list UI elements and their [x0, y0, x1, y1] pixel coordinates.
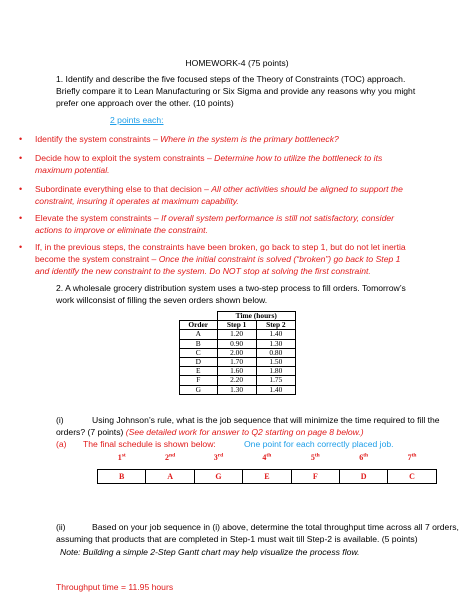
part-i-label: (i) — [56, 415, 64, 425]
order-cell: F — [180, 376, 218, 385]
final-schedule-text: The final schedule is shown below: — [83, 439, 216, 449]
job-cell: B — [98, 470, 146, 484]
bullet-detail: constraint, insuring it operates at maximum capability. — [35, 196, 239, 207]
bullet-item — [19, 183, 465, 207]
job-cell: E — [243, 470, 291, 484]
order-cell: D — [180, 357, 218, 366]
sequence-table — [97, 451, 437, 484]
bullet-text: Elevate the system constraints – — [35, 213, 162, 223]
q2-line: work willconsist of filling the seven orders shown below. — [56, 295, 268, 306]
order-cell: G — [180, 385, 218, 394]
table-row — [180, 385, 296, 394]
part-a-label: (a) — [56, 439, 67, 449]
gantt-note: Note: Building a simple 2-Step Gantt chart may help visualize the process flow. — [60, 547, 360, 557]
bullet-item — [19, 133, 465, 145]
job-cell: D — [339, 470, 387, 484]
bullet-item — [19, 152, 465, 176]
points-each-note: 2 points each: — [110, 115, 164, 125]
step2-cell: 1.75 — [256, 376, 295, 385]
job-cell: A — [146, 470, 194, 484]
ordinal-cell: 1st — [117, 452, 126, 462]
ordinal-cell: 6th — [359, 452, 369, 462]
part-i-answer-ref: (See detailed work for answer to Q2 starting on page 8 below.) — [125, 427, 364, 437]
order-cell: E — [180, 367, 218, 376]
q1-line: Briefly compare it to Lean Manufacturing or Six Sigma and provide any reasons why you might — [56, 86, 416, 97]
bullet-text: become the system constraint – — [35, 254, 159, 265]
table-row — [180, 339, 296, 348]
q1-line: prefer one approach over the other. (10 points) — [56, 98, 234, 109]
job-sequence-row — [98, 470, 437, 484]
step1-cell: 1.30 — [217, 385, 256, 394]
part-i-line — [56, 426, 364, 438]
part-ii-line: assuming that products that are completed in Step-1 must wait till Step-2 is available. (5 points) — [56, 534, 418, 544]
step2-cell: 1.50 — [256, 357, 295, 366]
bullet-item — [19, 241, 471, 278]
bullet-detail: and identify the new constraint to the system. Do NOT stop at solving the first constraint. — [35, 266, 371, 277]
ordinal-cell: 4th — [262, 452, 272, 462]
part-i-line: Using Johnson’s rule, what is the job sequence that will minimize the time required to fill the — [92, 415, 440, 425]
bullet-dot: • — [19, 184, 23, 194]
bullet-text: If, in the previous steps, the constraints have been broken, go back to step 1, but do not let inertia — [35, 242, 406, 252]
ordinal-cell: 7th — [407, 452, 417, 462]
job-cell: F — [291, 470, 339, 484]
table-group-header: Time (hours) — [217, 312, 296, 321]
point-note: One point for each correctly placed job. — [244, 439, 394, 449]
job-cell: G — [194, 470, 242, 484]
order-cell: A — [180, 330, 218, 339]
page-title: HOMEWORK-4 (75 points) — [185, 58, 289, 68]
question-1 — [56, 73, 415, 110]
bullet-detail: actions to improve or eliminate the constraint. — [35, 225, 208, 236]
step1-cell: 1.70 — [217, 357, 256, 366]
part-ii-line: Based on your job sequence in (i) above, determine the total throughput time across all 7 orders, — [92, 522, 459, 532]
bullet-detail: Where in the system is the primary bottleneck? — [160, 134, 339, 144]
ordinal-cell: 2nd — [165, 452, 176, 462]
part-ii-label: (ii) — [56, 522, 66, 532]
step2-cell: 1.80 — [256, 367, 295, 376]
bullet-detail: If overall system performance is still not satisfactory, consider — [161, 213, 395, 223]
step2-cell: 1.40 — [256, 385, 295, 394]
step1-cell: 1.60 — [217, 367, 256, 376]
job-cell: C — [388, 470, 436, 484]
question-2 — [56, 282, 406, 306]
order-cell: C — [180, 348, 218, 357]
table-header: Step 2 — [256, 321, 295, 330]
order-cell: B — [180, 339, 218, 348]
step2-cell: 0.80 — [256, 348, 295, 357]
bullet-detail: Once the initial constraint is solved (“broken”) go back to Step 1 — [158, 254, 401, 265]
bullet-dot: • — [19, 242, 23, 252]
step1-cell: 1.20 — [217, 330, 256, 339]
q1-line: 1. Identify and describe the five focused steps of the Theory of Constraints (TOC) approach. — [56, 74, 406, 84]
step1-cell: 2.00 — [217, 348, 256, 357]
ordinal-row — [98, 451, 437, 464]
ordinal-cell: 3rd — [213, 452, 224, 462]
step1-cell: 0.90 — [217, 339, 256, 348]
bullet-text: Subordinate everything else to that decision – — [35, 184, 212, 194]
order-times-table — [179, 311, 296, 395]
ordinal-cell: 5th — [310, 452, 320, 462]
bullet-dot: • — [19, 134, 23, 144]
bullet-detail: Determine how to utilize the bottleneck to its — [214, 153, 383, 163]
q2-line: 2. A wholesale grocery distribution system uses a two-step process to fill orders. Tomorrow’s — [56, 283, 406, 293]
step2-cell: 1.40 — [256, 330, 295, 339]
step2-cell: 1.30 — [256, 339, 295, 348]
table-row — [180, 330, 296, 339]
bullet-detail: maximum potential. — [35, 165, 110, 176]
throughput-answer: Throughput time = 11.95 hours — [56, 582, 174, 592]
bullet-text: Decide how to exploit the system constraints – — [35, 153, 215, 163]
part-i-points: orders? (7 points) — [56, 427, 126, 437]
bullet-detail: All other activities should be aligned to support the — [211, 184, 403, 194]
bullet-dot: • — [19, 213, 23, 223]
table-row — [180, 376, 296, 385]
bullet-text: Identify the system constraints – — [35, 134, 161, 144]
bullet-item — [19, 212, 465, 236]
table-header: Step 1 — [217, 321, 256, 330]
bullet-dot: • — [19, 153, 23, 163]
table-header: Order — [180, 321, 218, 330]
step1-cell: 2.20 — [217, 376, 256, 385]
